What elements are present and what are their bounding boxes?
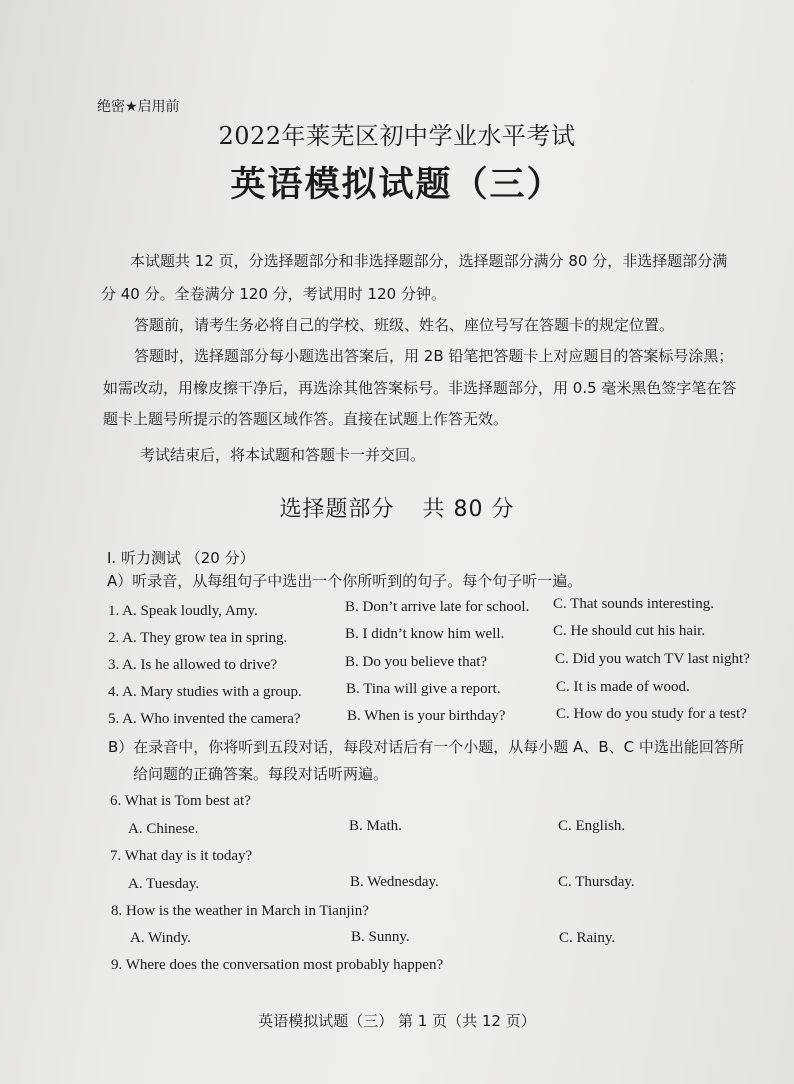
item-5-option-c: C. How do you study for a test? bbox=[556, 706, 747, 722]
item-4-option-c: C. It is made of wood. bbox=[556, 679, 690, 695]
question-6-option-a: A. Chinese. bbox=[128, 821, 199, 837]
part1-heading: I. 听力测试 （20 分） bbox=[107, 549, 255, 567]
instruction-line-1: 本试题共 12 页，分选择题部分和非选择题部分，选择题部分满分 80 分，非选择题部分满 bbox=[130, 252, 728, 270]
page-footer: 英语模拟试题（三） 第 1 页（共 12 页） bbox=[258, 1012, 536, 1030]
question-8-option-a: A. Windy. bbox=[130, 930, 192, 946]
question-7-option-b: B. Wednesday. bbox=[350, 874, 439, 890]
question-6-option-c: C. English. bbox=[558, 818, 626, 834]
section-heading bbox=[0, 492, 794, 523]
item-2-option-b: B. I didn’t know him well. bbox=[345, 626, 505, 642]
question-7-option-c: C. Thursday. bbox=[558, 874, 635, 890]
exam-subtitle: 英语模拟试题（三） bbox=[230, 165, 564, 205]
section-name: 选择题部分 bbox=[279, 497, 395, 522]
question-7: 7. What day is it today? bbox=[110, 848, 253, 864]
question-8-option-c: C. Rainy. bbox=[559, 930, 616, 946]
item-1-option-b: B. Don’t arrive late for school. bbox=[345, 599, 530, 615]
instruction-line-4: 答题时，选择题部分每小题选出答案后，用 2B 铅笔把答题卡上对应题目的答案标号涂黑； bbox=[134, 347, 734, 365]
item-1-option-a: 1. A. Speak loudly, Amy. bbox=[108, 603, 258, 619]
item-2-option-c: C. He should cut his hair. bbox=[553, 623, 706, 639]
partB-heading-line-2: 给问题的正确答案。每段对话听两遍。 bbox=[133, 765, 389, 783]
question-9: 9. Where does the conversation most probably happen? bbox=[111, 957, 444, 973]
instruction-line-7: 考试结束后，将本试题和答题卡一并交回。 bbox=[140, 446, 426, 464]
item-3-option-c: C. Did you watch TV last night? bbox=[555, 651, 750, 667]
item-5-option-a: 5. A. Who invented the camera? bbox=[108, 711, 301, 727]
question-8-option-b: B. Sunny. bbox=[351, 929, 410, 945]
item-3-option-a: 3. A. Is he allowed to drive? bbox=[108, 657, 278, 673]
item-2-option-a: 2. A. They grow tea in spring. bbox=[108, 630, 288, 646]
exam-title: 2022年莱芜区初中学业水平考试 bbox=[218, 122, 576, 150]
item-5-option-b: B. When is your birthday? bbox=[347, 708, 506, 724]
instruction-line-2: 分 40 分。全卷满分 120 分，考试用时 120 分钟。 bbox=[101, 285, 446, 303]
item-4-option-a: 4. A. Mary studies with a group. bbox=[108, 684, 302, 700]
partB-heading-line-1: B）在录音中，你将听到五段对话，每段对话后有一个小题，从每小题 A、B、C 中选出能回答所 bbox=[108, 738, 744, 756]
item-1-option-c: C. That sounds interesting. bbox=[553, 596, 714, 612]
instruction-line-5: 如需改动，用橡皮擦干净后，再选涂其他答案标号。非选择题部分，用 0.5 毫米黑色签字笔在答 bbox=[103, 379, 737, 397]
question-7-option-a: A. Tuesday. bbox=[128, 876, 200, 892]
instruction-line-6: 题卡上题号所提示的答题区域作答。直接在试题上作答无效。 bbox=[103, 410, 509, 428]
section-score: 共 80 分 bbox=[422, 497, 515, 522]
instruction-line-3: 答题前，请考生务必将自己的学校、班级、姓名、座位号写在答题卡的规定位置。 bbox=[134, 316, 675, 334]
question-6-option-b: B. Math. bbox=[349, 818, 402, 834]
item-3-option-b: B. Do you believe that? bbox=[345, 654, 488, 670]
question-8: 8. How is the weather in March in Tianjin? bbox=[111, 903, 369, 919]
item-4-option-b: B. Tina will give a report. bbox=[346, 681, 501, 697]
bleed-through-mark: . bbox=[690, 70, 694, 85]
question-6: 6. What is Tom best at? bbox=[110, 793, 251, 809]
confidential-label: 绝密★启用前 bbox=[97, 99, 180, 115]
partA-heading: A）听录音，从每组句子中选出一个你所听到的句子。每个句子听一遍。 bbox=[107, 572, 583, 590]
